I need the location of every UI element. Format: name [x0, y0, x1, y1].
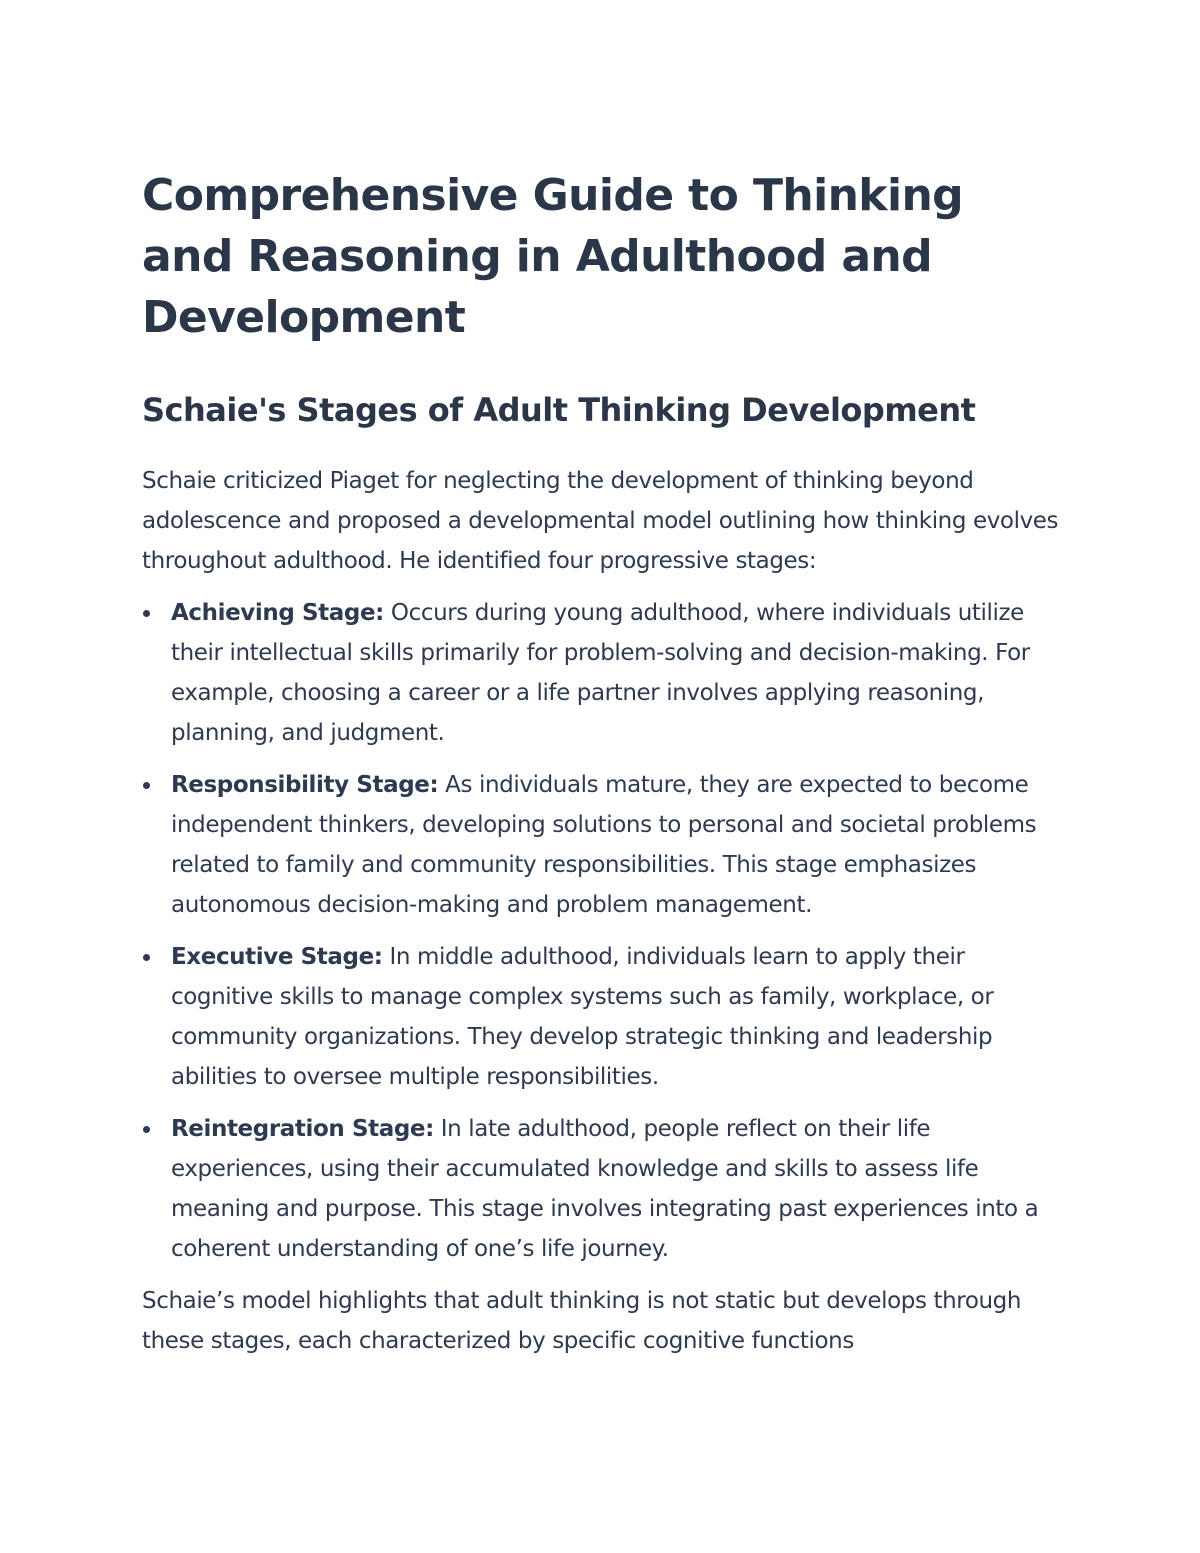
intro-paragraph: Schaie criticized Piaget for neglecting the development of thinking beyond adolescence and proposed a developmental model outlining how thinking evolves throughout adulthood. He identified four progressive stages: — [142, 468, 1059, 574]
stages-list — [142, 593, 1070, 1269]
document-title: Comprehensive Guide to Thinking and Reasoning in Adulthood and Development — [142, 170, 964, 343]
list-item — [142, 1109, 1070, 1269]
bullet-icon — [143, 610, 150, 617]
stage-description: In late adulthood, people reflect on their life experiences, using their accumulated knowledge and skills to assess life meaning and purpose. This stage involves integrating past experiences into a coherent understanding of one’s life journey. — [171, 1116, 1039, 1262]
stage-description: In middle adulthood, individuals learn to apply their cognitive skills to manage complex systems such as family, workplace, or community organizations. They develop strategic thinking and leadership abilities to oversee multiple responsibilities. — [171, 944, 994, 1090]
list-item — [142, 765, 1070, 925]
stage-description: Occurs during young adulthood, where individuals utilize their intellectual skills primarily for problem-solving and decision-making. For example, choosing a career or a life partner involves applying reasoning, planning, and judgment. — [171, 600, 1030, 746]
stage-name: Responsibility Stage: — [171, 772, 439, 798]
bullet-icon — [143, 782, 150, 789]
section-heading: Schaie's Stages of Adult Thinking Development — [142, 391, 976, 429]
list-item — [142, 937, 1070, 1097]
stage-name: Achieving Stage: — [171, 600, 384, 626]
stage-name: Reintegration Stage: — [171, 1116, 434, 1142]
list-item — [142, 593, 1070, 753]
stage-description: As individuals mature, they are expected to become independent thinkers, developing solutions to personal and societal problems related to family and community responsibilities. This stage emphasizes autonomous decision-making and problem management. — [171, 772, 1037, 918]
bullet-icon — [143, 1126, 150, 1133]
bullet-icon — [143, 954, 150, 961]
closing-paragraph: Schaie’s model highlights that adult thinking is not static but develops through these stages, each characterized by specific cognitive functions — [142, 1288, 1022, 1354]
stage-name: Executive Stage: — [171, 944, 383, 970]
